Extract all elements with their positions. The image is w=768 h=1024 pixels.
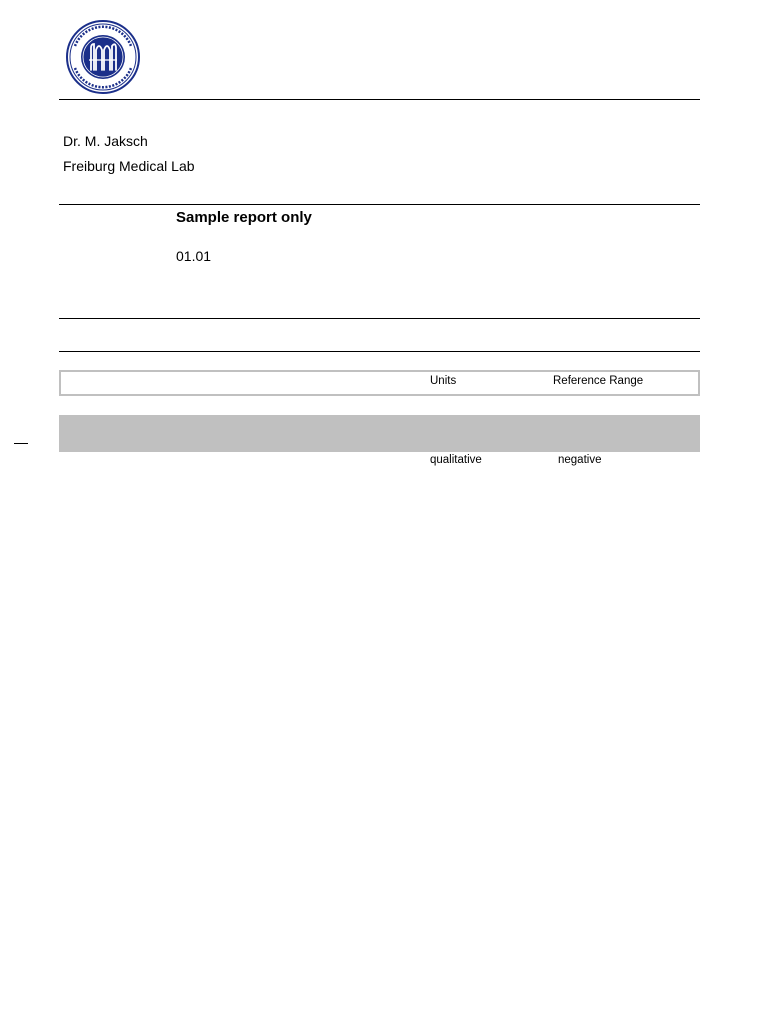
report-code: 01.01 [176,248,212,264]
lab-logo [63,20,143,94]
row-reference-range-value: negative [558,454,602,466]
header-divider [59,99,700,100]
section-divider-2 [59,351,700,352]
row-units-value: qualitative [430,454,482,466]
margin-mark [14,443,28,444]
section-divider-1 [59,318,700,319]
column-header-units: Units [430,375,457,387]
lab-seal-icon [63,20,143,94]
recipient-name: Dr. M. Jaksch [63,133,148,149]
address-divider [59,204,700,205]
report-title: Sample report only [176,209,312,226]
column-header-reference-range: Reference Range [553,375,644,387]
recipient-institution: Freiburg Medical Lab [63,158,195,174]
section-band [59,415,700,452]
